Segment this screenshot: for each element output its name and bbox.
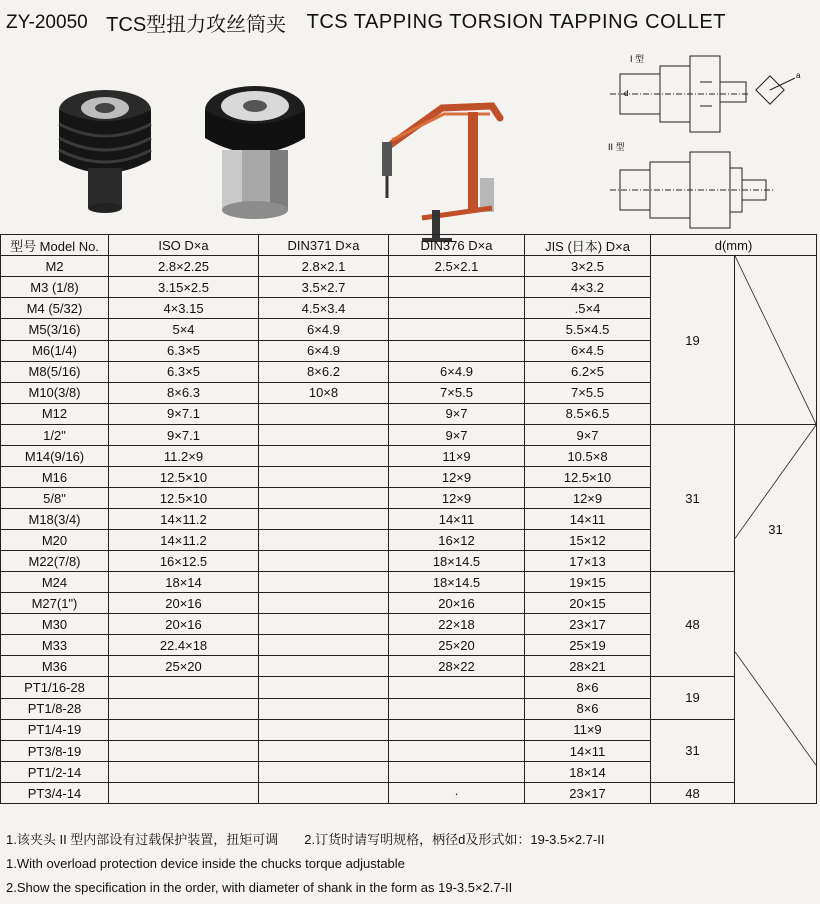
product-code: ZY-20050 (6, 11, 88, 33)
table-row (1, 256, 817, 277)
cell-model: PT1/8-28 (1, 698, 109, 719)
cell-iso: 6.3×5 (109, 340, 259, 361)
cell-jis: .5×4 (525, 298, 651, 319)
cell-iso: 16×12.5 (109, 551, 259, 572)
cell-iso (109, 783, 259, 804)
cell-din371 (259, 783, 389, 804)
header-iso: ISO D×a (109, 235, 259, 256)
cell-iso: 11.2×9 (109, 446, 259, 467)
cell-jis: 11×9 (525, 719, 651, 740)
note-chinese: 1.该夹头 II 型内部设有过载保护装置，扭矩可调 2.订货时请写明规格，柄径d及形式如：19-3.5×2.7-II (6, 832, 605, 847)
cell-din371 (259, 593, 389, 614)
cell-iso: 14×11.2 (109, 509, 259, 530)
cell-model: M18(3/4) (1, 509, 109, 530)
cell-diagonal (735, 256, 817, 425)
cell-iso: 22.4×18 (109, 635, 259, 656)
cell-model: M3 (1/8) (1, 277, 109, 298)
cell-iso: 12.5×10 (109, 488, 259, 509)
cell-d-value: 19 (651, 677, 735, 719)
cell-din371 (259, 614, 389, 635)
cell-model: M27(1") (1, 593, 109, 614)
cell-jis: 8×6 (525, 698, 651, 719)
cell-din376: 22×18 (389, 614, 525, 635)
page-header (6, 8, 806, 38)
cell-din376: 18×14.5 (389, 572, 525, 593)
cell-din376 (389, 762, 525, 783)
cell-din371 (259, 551, 389, 572)
cell-model: 1/2" (1, 425, 109, 446)
cell-din376 (389, 677, 525, 698)
cell-jis: 25×19 (525, 635, 651, 656)
cell-model: M10(3/8) (1, 382, 109, 403)
cell-iso (109, 719, 259, 740)
cell-model: M5(3/16) (1, 319, 109, 340)
cell-jis: 4×3.2 (525, 277, 651, 298)
cell-jis: 14×11 (525, 509, 651, 530)
cell-jis: 14×11 (525, 741, 651, 762)
cell-din371 (259, 509, 389, 530)
cell-iso: 8×6.3 (109, 382, 259, 403)
cell-din371: 4.5×3.4 (259, 298, 389, 319)
cell-jis: 18×14 (525, 762, 651, 783)
cell-din376: 11×9 (389, 446, 525, 467)
dim-a-label: a (796, 71, 801, 80)
note-english-2: 2.Show the specification in the order, with diameter of shank in the form as 19-3.5×2.7-II (6, 880, 513, 895)
cell-model: M24 (1, 572, 109, 593)
cell-din376: 2.5×2.1 (389, 256, 525, 277)
cell-din376: · (389, 783, 525, 804)
cell-din371 (259, 530, 389, 551)
cell-model: PT1/4-19 (1, 719, 109, 740)
header-jis: JIS (日本) D×a (525, 235, 651, 256)
product-images (0, 38, 820, 236)
technical-drawing-type2 (600, 138, 815, 233)
cell-din371: 2.8×2.1 (259, 256, 389, 277)
cell-din376: 14×11 (389, 509, 525, 530)
cell-model: M2 (1, 256, 109, 277)
cell-din376: 6×4.9 (389, 361, 525, 382)
cell-jis: 17×13 (525, 551, 651, 572)
cell-din371: 6×4.9 (259, 319, 389, 340)
table-row (1, 719, 817, 740)
cell-model: PT3/4-14 (1, 783, 109, 804)
technical-drawing-type1 (600, 44, 815, 134)
cell-d-value: 48 (651, 783, 735, 804)
cell-iso: 9×7.1 (109, 425, 259, 446)
cell-jis: 8.5×6.5 (525, 403, 651, 424)
cell-jis: 12×9 (525, 488, 651, 509)
cell-d-value: 31 (651, 719, 735, 782)
cell-jis: 19×15 (525, 572, 651, 593)
cell-jis: 3×2.5 (525, 256, 651, 277)
cell-model: M14(9/16) (1, 446, 109, 467)
header-din376: DIN376 D×a (389, 235, 525, 256)
cell-jis: 8×6 (525, 677, 651, 698)
cell-din376: 12×9 (389, 488, 525, 509)
cell-jis: 15×12 (525, 530, 651, 551)
cell-din371: 6×4.9 (259, 340, 389, 361)
cell-din371 (259, 656, 389, 677)
cell-jis: 23×17 (525, 614, 651, 635)
cell-din371 (259, 467, 389, 488)
header-din371: DIN371 D×a (259, 235, 389, 256)
cell-din371 (259, 635, 389, 656)
cell-d-value: 31 (651, 425, 735, 572)
cell-din376 (389, 319, 525, 340)
cell-din376: 18×14.5 (389, 551, 525, 572)
title-chinese: TCS型扭力攻丝筒夹 (106, 14, 287, 36)
cell-d-value: 48 (651, 572, 735, 677)
cell-din376: 16×12 (389, 530, 525, 551)
table-row (1, 677, 817, 698)
cell-model: M30 (1, 614, 109, 635)
cell-model: PT1/2-14 (1, 762, 109, 783)
collet-photo-2 (200, 68, 310, 228)
cell-din376: 20×16 (389, 593, 525, 614)
cell-iso (109, 762, 259, 783)
cell-din371: 8×6.2 (259, 361, 389, 382)
cell-iso (109, 741, 259, 762)
cell-din376 (389, 298, 525, 319)
table-row (1, 572, 817, 593)
cell-iso: 12.5×10 (109, 467, 259, 488)
cell-model: M36 (1, 656, 109, 677)
cell-model: M12 (1, 403, 109, 424)
cell-model: M16 (1, 467, 109, 488)
cell-din376: 9×7 (389, 403, 525, 424)
cell-din371 (259, 698, 389, 719)
cell-model: M8(5/16) (1, 361, 109, 382)
cell-din371 (259, 762, 389, 783)
cell-iso: 4×3.15 (109, 298, 259, 319)
cell-iso (109, 677, 259, 698)
cell-model: PT3/8-19 (1, 741, 109, 762)
type2-label: II 型 (608, 142, 625, 152)
cell-model: 5/8" (1, 488, 109, 509)
cell-jis: 20×15 (525, 593, 651, 614)
cell-jis: 10.5×8 (525, 446, 651, 467)
cell-din376: 9×7 (389, 425, 525, 446)
cell-din376: 7×5.5 (389, 382, 525, 403)
type1-label: I 型 (630, 54, 645, 64)
cell-din376: 12×9 (389, 467, 525, 488)
table-row (1, 425, 817, 446)
cell-model: M22(7/8) (1, 551, 109, 572)
spec-table (0, 234, 817, 804)
cell-din371 (259, 741, 389, 762)
cell-din376 (389, 741, 525, 762)
cell-jis: 23×17 (525, 783, 651, 804)
cell-model: M4 (5/32) (1, 298, 109, 319)
cell-din371 (259, 403, 389, 424)
cell-iso: 20×16 (109, 614, 259, 635)
cell-jis: 6.2×5 (525, 361, 651, 382)
cell-din376 (389, 340, 525, 361)
cell-iso: 14×11.2 (109, 530, 259, 551)
collet-photo-1 (50, 68, 160, 218)
cell-din371 (259, 446, 389, 467)
cell-iso: 18×14 (109, 572, 259, 593)
cell-jis: 12.5×10 (525, 467, 651, 488)
cell-iso: 3.15×2.5 (109, 277, 259, 298)
header-model: 型号 Model No. (1, 235, 109, 256)
cell-din376: 28×22 (389, 656, 525, 677)
cell-model: PT1/16-28 (1, 677, 109, 698)
cell-model: M6(1/4) (1, 340, 109, 361)
cell-iso: 2.8×2.25 (109, 256, 259, 277)
dim-d-label: d (624, 89, 629, 98)
cell-diagonal (735, 425, 817, 804)
cell-jis: 9×7 (525, 425, 651, 446)
cell-din371 (259, 572, 389, 593)
cell-jis: 28×21 (525, 656, 651, 677)
cell-iso (109, 698, 259, 719)
cell-iso: 25×20 (109, 656, 259, 677)
header-d: d(mm) (651, 235, 817, 256)
cell-model: M20 (1, 530, 109, 551)
cell-iso: 20×16 (109, 593, 259, 614)
tapping-arm-photo (372, 78, 512, 248)
cell-din376 (389, 277, 525, 298)
notes (6, 828, 816, 900)
cell-d-value-31: 31 (768, 521, 783, 537)
cell-din371 (259, 488, 389, 509)
cell-d-value: 19 (651, 256, 735, 425)
title-english: TCS TAPPING TORSION TAPPING COLLET (306, 11, 726, 33)
note-english-1: 1.With overload protection device inside the chucks torque adjustable (6, 856, 405, 871)
cell-jis: 5.5×4.5 (525, 319, 651, 340)
cell-model: M33 (1, 635, 109, 656)
cell-din371 (259, 425, 389, 446)
cell-iso: 6.3×5 (109, 361, 259, 382)
cell-jis: 6×4.5 (525, 340, 651, 361)
cell-iso: 9×7.1 (109, 403, 259, 424)
cell-din371 (259, 719, 389, 740)
cell-din371: 3.5×2.7 (259, 277, 389, 298)
cell-din371: 10×8 (259, 382, 389, 403)
cell-din371 (259, 677, 389, 698)
cell-iso: 5×4 (109, 319, 259, 340)
cell-din376: 25×20 (389, 635, 525, 656)
cell-din376 (389, 698, 525, 719)
cell-jis: 7×5.5 (525, 382, 651, 403)
table-header-row (1, 235, 817, 256)
cell-din376 (389, 719, 525, 740)
table-row (1, 783, 817, 804)
